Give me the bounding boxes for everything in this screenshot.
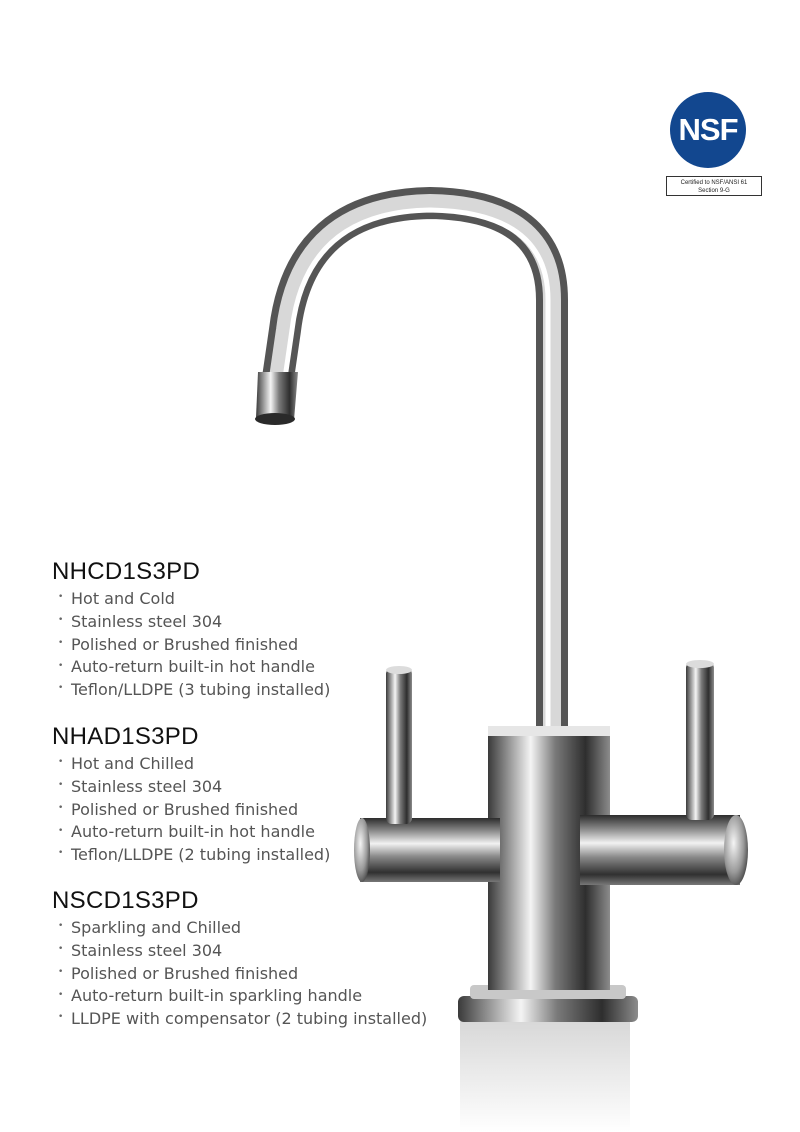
- right-handle: [686, 662, 714, 820]
- feature-item: • Polished or Brushed finished: [52, 634, 330, 657]
- feature-item: • Polished or Brushed finished: [52, 799, 330, 822]
- nsf-logo: NSF: [670, 92, 746, 168]
- feature-item: • Polished or Brushed finished: [52, 963, 427, 986]
- nsf-cert-line1: Certified to NSF/ANSI 61: [680, 180, 748, 186]
- nsf-certification-label: [666, 176, 762, 196]
- product-block-1: [52, 558, 330, 702]
- feature-item: • LLDPE with compensator (2 tubing installed): [52, 1008, 427, 1031]
- feature-item: • Teflon/LLDPE (3 tubing installed): [52, 679, 330, 702]
- left-handle: [386, 668, 412, 824]
- nsf-cert-line2: Section 9-G: [698, 188, 730, 194]
- feature-item: • Stainless steel 304: [52, 776, 330, 799]
- model-name: NSCD1S3PD: [52, 887, 199, 914]
- product-block-3: [52, 887, 427, 1031]
- feature-item: • Auto-return built-in sparkling handle: [52, 985, 427, 1008]
- feature-list: [52, 753, 330, 867]
- feature-item: • Auto-return built-in hot handle: [52, 656, 330, 679]
- feature-item: • Teflon/LLDPE (2 tubing installed): [52, 844, 330, 867]
- feature-item: • Hot and Cold: [52, 588, 330, 611]
- feature-item: • Stainless steel 304: [52, 940, 427, 963]
- feature-item: • Auto-return built-in hot handle: [52, 821, 330, 844]
- feature-item: • Hot and Chilled: [52, 753, 330, 776]
- feature-list: [52, 917, 427, 1031]
- model-name: NHCD1S3PD: [52, 558, 201, 585]
- feature-item: • Sparkling and Chilled: [52, 917, 427, 940]
- product-block-2: [52, 723, 330, 867]
- model-name: NHAD1S3PD: [52, 723, 199, 750]
- feature-item: • Stainless steel 304: [52, 611, 330, 634]
- feature-list: [52, 588, 330, 702]
